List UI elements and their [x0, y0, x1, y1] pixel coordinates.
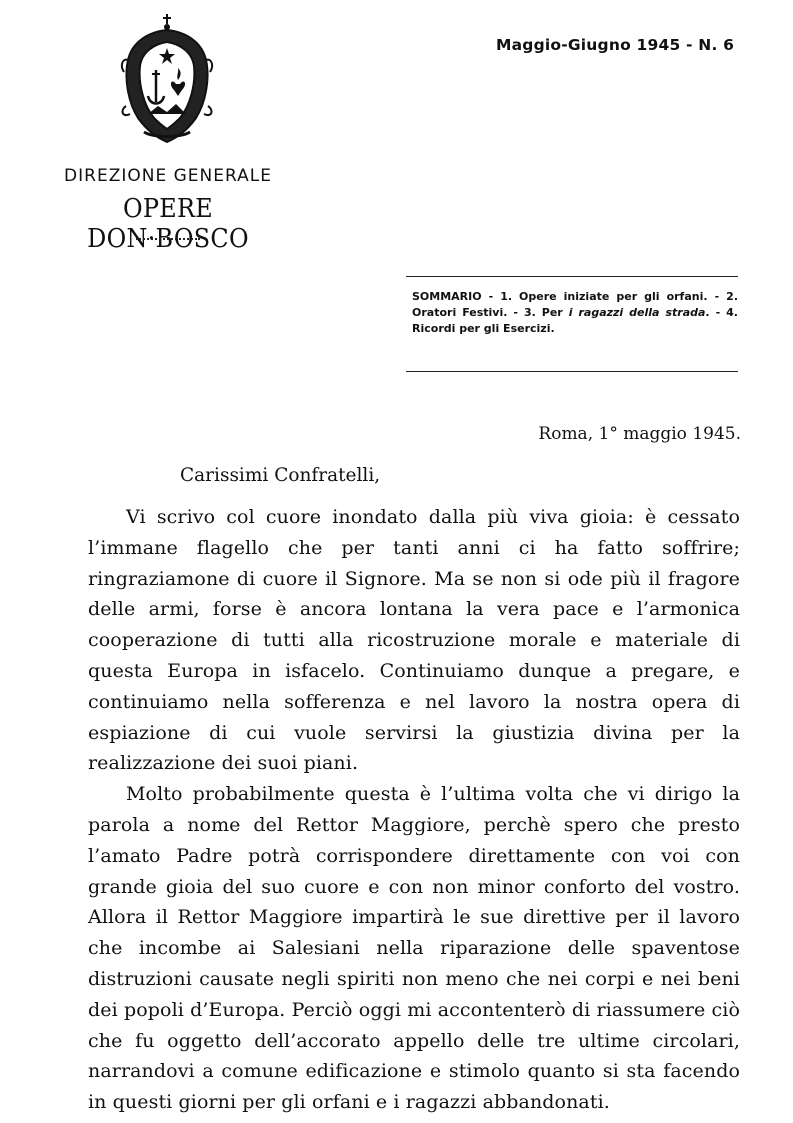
summary-items-a: - 1. Opere iniziate per gli orfani. - 2. Oratori Festivi. - 3. Per: [412, 290, 738, 319]
letter-place-date: Roma, 1° maggio 1945.: [538, 424, 741, 444]
body-paragraph: Vi scrivo col cuore inondato dalla più viva gioia: è cessato l’immane flagello che per tanti anni ci ha fatto soffrire; ringraziamone di cuore il Signore. Ma se non si ode più il fragore delle armi, forse è ancora lontana la vera pace e l’armonica cooperazione di tutti alla ricostruzione morale e materiale di questa Europa in isfacelo. Continuiamo dunque a pregare, e continuiamo nella sofferenza e nel lavoro la nostra opera di espiazione di cui vuole servirsi la giustizia divina per la realizzazione dei suoi piani.: [88, 506, 740, 775]
issue-date-number: Maggio-Giugno 1945 - N. 6: [496, 36, 735, 54]
summary-box: [406, 276, 738, 372]
letter-body: [88, 502, 740, 1118]
decorative-divider: [136, 238, 200, 240]
summary-items-b: . - 4. Ricordi per gli Esercizi.: [412, 306, 738, 335]
body-paragraph: Molto probabilmente questa è l’ultima volta che vi dirigo la parola a nome del Rettor Maggiore, perchè spero che presto l’amato Padre potrà corrispondere direttamente con voi con grande gioia del suo cuore e con non minor conforto del vostro. Allora il Rettor Maggiore impartirà le sue direttive per il lavoro che incombe ai Salesiani nella riparazione delle spaventose distruzioni causate negli spiriti non meno che nei corpi e nei beni dei popoli d’Europa. Perciò oggi mi accontenterò di riassumere ciò che fu oggetto dell’accorato appello delle tre ultime circolari, narrandovi a comune edificazione e stimolo quanto si sta facendo in questi giorni per gli orfani e i ragazzi abbandonati.: [88, 783, 740, 1114]
summary-label: SOMMARIO: [412, 290, 482, 303]
summary-items-italic: i ragazzi della strada: [568, 306, 706, 319]
salesian-crest-emblem: [118, 14, 216, 146]
summary-text: [412, 289, 738, 337]
org-title-line1: DIREZIONE GENERALE: [64, 166, 272, 186]
org-title-line2: OPERE DON·BOSCO: [87, 194, 249, 254]
letter-salutation: Carissimi Confratelli,: [180, 465, 381, 486]
